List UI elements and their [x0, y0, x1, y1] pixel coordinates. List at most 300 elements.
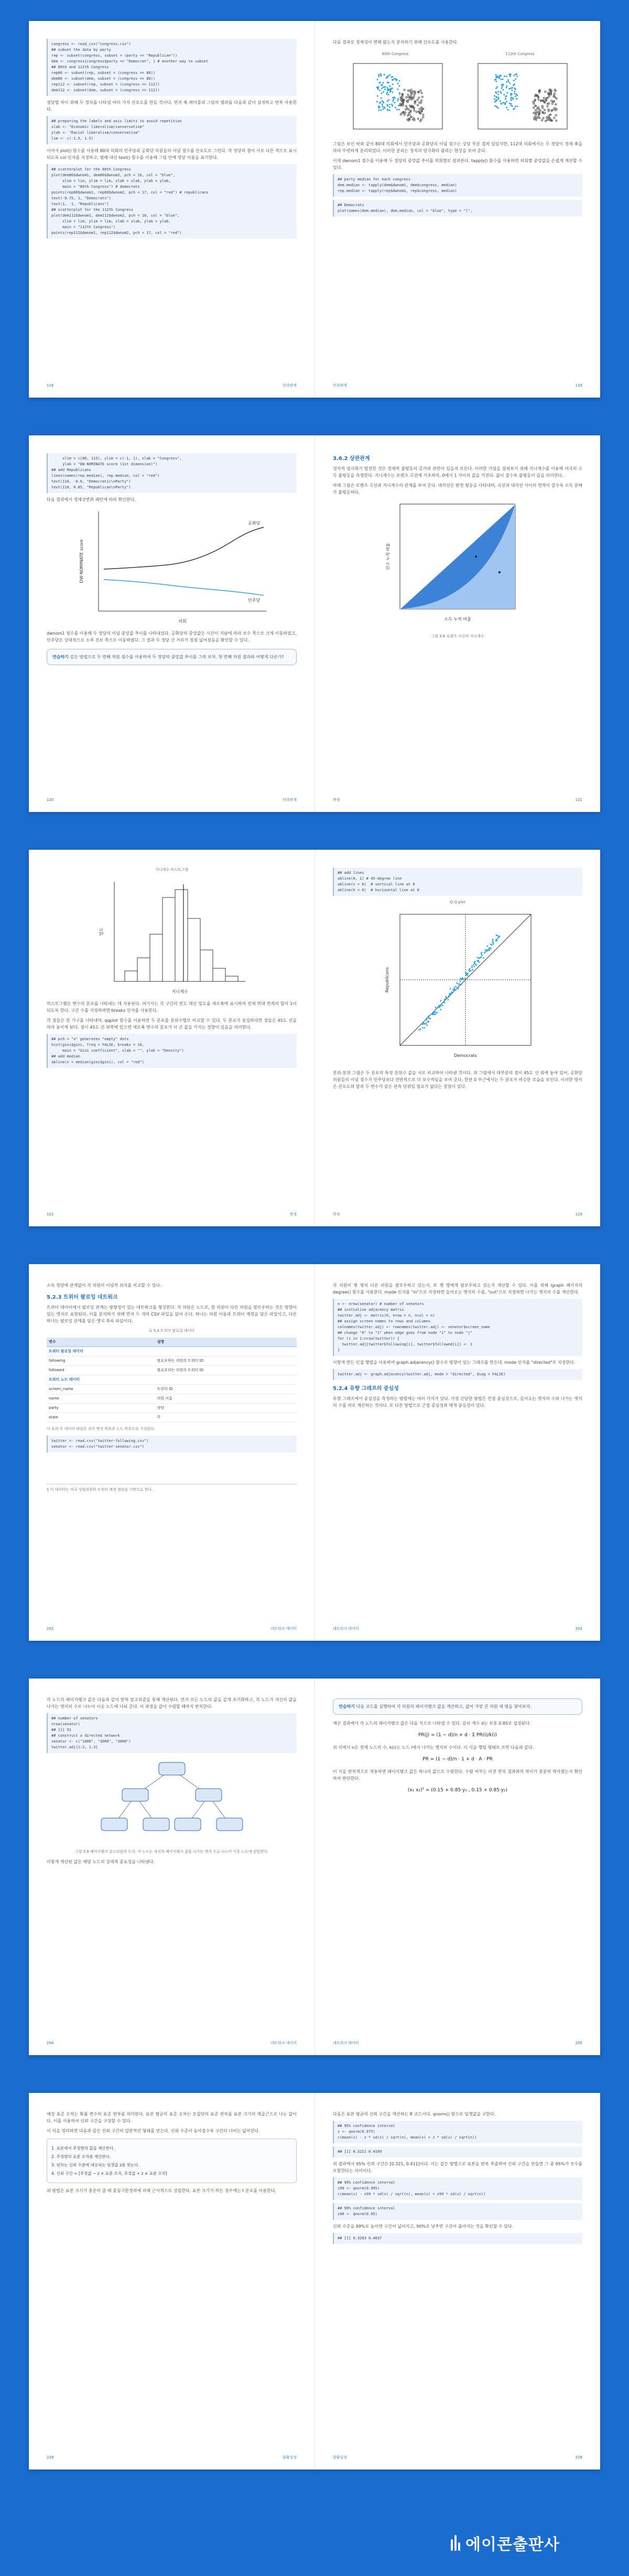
- y-axis-label: DW-NOMINATE score: [79, 539, 84, 583]
- data-point: [496, 97, 497, 98]
- page-footer: [47, 1211, 297, 1218]
- data-point: [461, 984, 462, 986]
- data-point: [396, 109, 398, 110]
- page-number: 228: [47, 2455, 54, 2460]
- page-footer: [333, 2040, 582, 2047]
- table-header: 설명: [155, 1338, 297, 1347]
- data-point: [438, 1005, 440, 1007]
- data-point: [392, 79, 394, 81]
- data-point: [390, 90, 392, 92]
- data-point: [472, 965, 473, 967]
- scatterplot-80th: [345, 49, 445, 137]
- page-122: [29, 850, 314, 1226]
- data-point: [555, 114, 557, 116]
- data-point: [508, 81, 509, 82]
- data-point: [383, 109, 384, 110]
- figure-title: Q-Q plot: [450, 900, 465, 904]
- table-cell: party: [47, 1404, 155, 1413]
- data-point: [412, 119, 414, 120]
- paragraph: 그림은 보인 바와 같이 80대 의회에서 민주당과 공화당의 이념 점수는 상당 부분 겹쳐 있었지만, 112대 의회에서는 두 정당이 경제 축을 따라 뚜렷하게 분리되었다. 이러한 분리는 정치의 양극화라 불리는 현상을 보여 준다.: [333, 142, 582, 153]
- data-point: [467, 975, 468, 976]
- data-point: [407, 119, 408, 120]
- data-point: [439, 1007, 440, 1008]
- data-point: [448, 995, 450, 997]
- data-point: [469, 968, 470, 970]
- paragraph: 다음 결과에서 정체성변화 패턴에 따라 확인한다.: [47, 497, 136, 502]
- page-footer: [47, 2454, 297, 2461]
- data-point: [409, 114, 410, 115]
- data-point: [497, 108, 499, 109]
- page-footer: [47, 382, 297, 389]
- data-point: [535, 105, 537, 106]
- page-number: 205: [575, 2041, 582, 2045]
- data-point: [556, 120, 557, 122]
- data-point: [378, 76, 379, 77]
- data-point: [405, 112, 406, 113]
- data-point: [498, 935, 500, 937]
- data-point: [509, 74, 511, 76]
- data-point: [510, 98, 512, 100]
- data-point: [516, 94, 517, 95]
- data-point: [451, 991, 452, 993]
- data-point: [388, 94, 389, 95]
- data-point: [551, 100, 552, 102]
- table-cell: state: [47, 1413, 155, 1423]
- data-point: [514, 83, 515, 85]
- data-point: [387, 105, 388, 107]
- data-point: [489, 949, 491, 951]
- data-point: [400, 114, 402, 115]
- exercise-text: 다음 코드를 실행하여 각 의원의 페이지랭크 값을 계산하고, 값이 가장 큰 의원 세 명을 찾아보자.: [356, 1704, 532, 1709]
- code-block: ## [1] 0.3211 0.4109: [333, 2146, 582, 2157]
- table-cell: following: [47, 1356, 155, 1366]
- paragraph: 위 식에서 n은 전체 노드의 수, k(i)는 노드 i에서 나가는 엣지의 수이다. 이 식을 행렬 형태로 쓰면 다음과 같다.: [333, 1745, 534, 1750]
- data-point: [378, 74, 379, 76]
- histogram-bar: [162, 897, 175, 981]
- data-point: [452, 989, 454, 991]
- data-point: [436, 1008, 437, 1010]
- table-cell: 트위터 노드 데이터: [47, 1375, 155, 1385]
- table-row: [47, 1394, 297, 1404]
- data-point: [400, 99, 402, 100]
- algorithm-step: 2. 추정량의 표준 오차를 계산한다.: [51, 2154, 111, 2159]
- page-number: 116: [47, 383, 54, 388]
- data-point: [512, 87, 513, 89]
- section-heading: 5.2.4 유향 그래프의 중심성: [333, 1386, 399, 1392]
- exercise-title: 연습하기: [52, 655, 69, 659]
- exercise-title: 연습하기: [339, 1704, 355, 1709]
- data-point: [497, 97, 499, 98]
- data-point: [410, 106, 411, 108]
- qq-plot: [379, 909, 536, 1066]
- data-point: [406, 97, 407, 98]
- algorithm-step: 4. 신뢰 구간 = [추정값 − z × 표준 오차, 추정값 + z × 표준 오차]: [51, 2171, 167, 2176]
- data-point: [543, 100, 544, 101]
- page-footer: [47, 1626, 297, 1632]
- paragraph: 위 결과에서 95% 신뢰 구간은 [0.321, 0.411]이다. 이는 같은 방법으로 표본을 반복 추출하여 신뢰 구간을 만들면 그 중 95%가 모수를 포함한다는 의미이다.: [333, 2162, 582, 2173]
- data-point: [548, 95, 550, 97]
- data-point: [422, 114, 424, 115]
- data-point: [548, 110, 549, 112]
- data-point: [382, 100, 383, 102]
- data-point: [383, 91, 384, 93]
- paragraph: dwnom1 점수를 이용해 두 정당의 이념 중앙값 추이를 나타내었다. 공화당의 중앙값은 시간이 지남에 따라 보수 쪽으로 크게 이동하였고, 민주당은 상대적으로 소폭 진보 쪽으로 이동하였다. 그 결과 두 정당 간 거리가 점점 넓어졌음을 확인할 수 있다.: [47, 631, 297, 643]
- page-spread-6: [29, 2093, 600, 2470]
- data-point: [545, 91, 546, 92]
- data-point: [483, 957, 484, 959]
- data-point: [445, 996, 447, 998]
- page-229: [314, 2093, 600, 2470]
- data-point: [397, 89, 398, 90]
- table-cell: 주: [155, 1413, 297, 1423]
- paragraph: 다음 결과로 정체성이 변해 왔는지 분석하기 위해 산포도를 사용한다.: [333, 40, 459, 45]
- data-point: [541, 105, 543, 107]
- paragraph: 각 노드의 페이지랭크 값은 다음과 같이 반복 알고리즘을 통해 계산된다. 먼저 모든 노드의 값을 같게 초기화하고, 각 노드가 자신의 값을 나가는 엣지의 수로 나누어 이웃 노드에 나눠 준다. 이 과정을 값이 수렴할 때까지 반복한다.: [47, 1697, 297, 1709]
- data-point: [459, 984, 461, 985]
- page-footer: [333, 1211, 582, 1218]
- data-point: [487, 945, 489, 947]
- data-point: [454, 989, 456, 991]
- code-block: ## 90% confidence interval z90 <- qnorm(0.95): [333, 2203, 582, 2220]
- data-point: [397, 100, 398, 101]
- data-point: [462, 979, 464, 980]
- chapter-title: 불확실성: [282, 2455, 297, 2460]
- data-point: [498, 78, 500, 79]
- data-point: [501, 103, 502, 105]
- data-point: [515, 95, 516, 97]
- scatterplot-112th: [470, 49, 570, 137]
- data-point: [549, 114, 551, 115]
- page-number: 229: [575, 2455, 582, 2460]
- data-point: [541, 120, 543, 121]
- data-point: [392, 100, 394, 102]
- data-point: [507, 109, 509, 111]
- data-point: [514, 88, 515, 89]
- data-point: [507, 79, 509, 81]
- data-point: [481, 955, 483, 956]
- table-caption: 표 5.4 트위터 팔로잉 데이터: [148, 1329, 195, 1333]
- data-point: [409, 96, 411, 98]
- data-point: [547, 105, 548, 107]
- x-axis-label: Democrats: [454, 1053, 477, 1058]
- data-point: [472, 969, 474, 970]
- data-point: [535, 110, 536, 111]
- table-row: [47, 1366, 297, 1375]
- data-point: [544, 112, 546, 114]
- page-number: 120: [47, 798, 54, 802]
- data-point: [497, 91, 499, 92]
- data-point: [398, 109, 400, 110]
- data-point: [509, 82, 511, 84]
- data-point: [536, 112, 537, 114]
- data-point: [423, 1022, 425, 1023]
- figure-title: 112th Congress: [505, 52, 535, 56]
- data-point: [386, 93, 387, 95]
- data-point: [405, 105, 407, 107]
- data-point: [411, 99, 413, 100]
- data-point: [506, 87, 507, 89]
- data-point: [479, 961, 480, 963]
- data-point: [420, 1029, 421, 1030]
- page-spread-4: [29, 1264, 600, 1641]
- data-point: [389, 106, 391, 108]
- data-point: [496, 106, 498, 108]
- data-point: [506, 101, 507, 102]
- data-point: [409, 98, 410, 100]
- data-point: [496, 77, 498, 78]
- paragraph: 아래 그림은 로렌츠 곡선과 지니계수의 관계를 보여 준다. 대각선은 완전 평등을 나타내며, 곡선과 대각선 사이의 면적이 클수록 소득 분배가 불평등하다.: [333, 483, 582, 495]
- data-point: [379, 106, 381, 108]
- chapter-title: 측정: [289, 1212, 297, 1216]
- page-footer: [333, 1626, 582, 1632]
- paragraph: 다음은 표본 평균의 신뢰 구간을 계산하는 R 코드이다. qnorm() 함수로 임곗값을 구한다.: [333, 2112, 496, 2117]
- page-spread-2: [29, 435, 600, 812]
- paragraph: 소속 정당에 관계없이 각 의원의 이념적 위치를 비교할 수 있다.: [47, 1283, 161, 1288]
- data-point: [391, 104, 393, 105]
- algorithm-step: 3. 원하는 신뢰 수준에 대응하는 임곗값 z를 찾는다.: [51, 2163, 139, 2167]
- histogram-bar: [225, 976, 238, 981]
- data-point: [436, 1012, 438, 1013]
- data-point: [395, 107, 396, 109]
- data-point: [387, 100, 388, 102]
- data-point: [503, 89, 504, 91]
- data-point: [535, 114, 537, 116]
- data-point: [539, 117, 540, 119]
- pagerank-diagram: [85, 1756, 258, 1845]
- data-point: [501, 92, 502, 94]
- data-point: [391, 88, 392, 89]
- data-point: [377, 88, 378, 89]
- data-point: [513, 80, 515, 81]
- table-cell: 트위터 ID: [155, 1385, 297, 1394]
- data-point: [421, 100, 422, 101]
- histogram-bar: [200, 950, 213, 981]
- table-cell: 트위터 팔로잉 데이터: [47, 1347, 155, 1356]
- data-point: [454, 987, 456, 989]
- republican-label: 공화당: [247, 521, 260, 526]
- data-point: [393, 99, 394, 100]
- data-point: [501, 79, 502, 80]
- data-point: [432, 1013, 434, 1015]
- table-row: [47, 1413, 297, 1423]
- data-point: [392, 83, 394, 85]
- paragraph: 유향 그래프에서 중심성을 측정하는 방법에는 여러 가지가 있다. 가장 간단한 방법은 연결 중심성으로, 들어오는 엣지의 수와 나가는 엣지의 수를 따로 계산하는 것이다. 또 다른 방법으로 근접 중심성과 매개 중심성이 있다.: [333, 1396, 582, 1408]
- data-point: [420, 90, 421, 91]
- figure-title: 80th Congress: [382, 52, 409, 56]
- data-point: [507, 92, 508, 93]
- data-point: [492, 939, 494, 940]
- data-point: [399, 93, 400, 95]
- data-point: [556, 98, 557, 99]
- data-point: [388, 90, 389, 91]
- data-point: [389, 74, 391, 76]
- figure-caption: 그림 3.6 로렌츠 곡선과 지니계수: [431, 634, 484, 638]
- data-point: [387, 110, 389, 111]
- data-point: [442, 1004, 443, 1006]
- data-point: [422, 1027, 424, 1029]
- paragraph: 각 의원이 몇 명의 다른 의원을 팔로우하고 있는지, 또 몇 명에게 팔로우되고 있는지 계산할 수 있다. 이를 위해 igraph 패키지의 degree() 함수를 사용한다. mode 인자를 "in"으로 지정하면 들어오는 엣지의 수를, "out"으로 지정하면 나가는 엣지의 수를 계산한다.: [333, 1283, 582, 1295]
- data-point: [414, 102, 416, 104]
- data-point: [440, 1000, 441, 1002]
- x-axis-label: 의회: [178, 619, 187, 624]
- paragraph: 신뢰 수준을 99%로 높이면 구간이 넓어지고, 90%로 낮추면 구간이 좁아지는 것을 확인할 수 있다.: [333, 2224, 514, 2229]
- data-point: [506, 81, 507, 83]
- page-number: 122: [47, 1212, 54, 1216]
- data-point: [421, 92, 422, 94]
- chapter-title: 네트워크 데이터: [270, 2041, 297, 2045]
- y-axis-label: Republicans: [385, 967, 389, 993]
- data-point: [381, 84, 382, 86]
- table-cell: screen_name: [47, 1385, 155, 1394]
- data-point: [426, 1022, 427, 1024]
- data-point: [411, 92, 413, 93]
- paragraph: 히스토그램은 변수의 분포를 나타내는 데 사용된다. 여기서는 각 구간의 빈도 대신 밀도를 세로축에 표시하여 전체 막대 면적의 합이 1이 되도록 한다. 구간 수를 지정하려면 breaks 인자를 사용한다.: [47, 1001, 297, 1013]
- table-cell: [155, 1375, 297, 1385]
- data-point: [388, 99, 389, 101]
- page-footer: [333, 2454, 582, 2461]
- data-point: [461, 978, 463, 980]
- algorithm-box: [47, 2139, 297, 2183]
- data-point: [420, 102, 422, 103]
- data-point: [458, 983, 459, 985]
- data-point: [479, 957, 481, 958]
- paragraph: 계산 결과에서 각 노드의 페이지랭크 값은 다음 식으로 나타낼 수 있다. 감쇠 계수 d는 보통 0.85로 설정된다.: [333, 1721, 531, 1726]
- data-point: [440, 1009, 441, 1010]
- paragraph: 이렇게 만든 인접 행렬을 이용하여 graph.adjacency() 함수로 방향이 있는 그래프를 만든다. mode 인자를 "directed"로 지정한다.: [333, 1360, 576, 1365]
- data-point: [553, 95, 555, 97]
- data-point: [460, 981, 461, 982]
- data-point: [509, 103, 511, 104]
- histogram-bar: [125, 971, 137, 981]
- code-block: ## 99% confidence interval z99 <- qnorm(0.995) c(mean(x) - z99 * sd(x) / sqrt(n), mean(x) + z99 * sd(x) / sqrt(n)): [333, 2177, 582, 2200]
- data-point: [493, 942, 494, 943]
- chapter-title: 네트워크 데이터: [333, 1627, 359, 1631]
- page-spread-1: [29, 21, 600, 398]
- data-point: [380, 110, 382, 111]
- data-point: [464, 978, 466, 980]
- code-block: ## add lines abline(0, 1) # 45-degree line abline(v = 0) # vertical line at 0 abline(h = 0) # horizontal line at 0: [333, 868, 582, 896]
- data-point: [484, 952, 485, 954]
- data-point: [386, 87, 388, 89]
- data-point: [536, 117, 538, 119]
- data-point: [546, 116, 548, 118]
- chapter-title: 인과관계: [282, 798, 297, 802]
- data-point: [542, 107, 544, 109]
- data-point: [413, 95, 415, 97]
- data-point: [397, 83, 399, 84]
- chapter-title: 인과관계: [333, 383, 348, 388]
- equation: PR = (1 − d)/n · 1 + d · A · PR: [422, 1757, 493, 1762]
- chapter-title: 인과관계: [282, 383, 297, 388]
- data-point: [554, 108, 555, 109]
- data-point: [418, 97, 420, 99]
- data-point: [455, 989, 457, 990]
- data-point: [387, 82, 389, 83]
- data-point: [496, 935, 497, 936]
- data-point: [533, 107, 535, 109]
- code-block: twitter <- read.csv("twitter-following.csv") senator <- read.csv("twitter-senator.csv"): [47, 1436, 297, 1452]
- data-point: [535, 95, 536, 97]
- data-point: [399, 85, 400, 87]
- data-point: [494, 105, 496, 107]
- data-point: [396, 80, 397, 81]
- data-point: [402, 103, 404, 104]
- data-point: [496, 86, 498, 88]
- data-point: [386, 76, 388, 78]
- data-point: [392, 105, 393, 106]
- publisher-name: 에이콘출판사: [465, 2536, 560, 2554]
- data-point: [458, 988, 459, 989]
- page-120: [29, 435, 314, 812]
- table-row: [47, 1375, 297, 1385]
- data-point: [417, 104, 419, 106]
- data-point: [440, 1005, 441, 1007]
- data-point: [382, 105, 383, 107]
- chapter-title: 불확실성: [333, 2455, 348, 2460]
- data-point: [393, 97, 395, 98]
- data-point: [503, 102, 505, 104]
- data-point: [489, 947, 491, 948]
- data-point: [394, 102, 395, 103]
- data-point: [476, 957, 478, 958]
- data-point: [513, 108, 514, 110]
- data-point: [376, 101, 378, 102]
- page-203: [314, 1264, 600, 1641]
- page-121: [314, 435, 600, 812]
- data-point: [485, 949, 486, 951]
- data-point: [426, 1018, 428, 1019]
- data-point: [516, 76, 518, 77]
- data-point: [470, 970, 472, 971]
- paragraph: 이어서 plot() 함수를 사용해 80대 의회의 민주당과 공화당 의원들의 이념 점수를 산포도로 그린다. 각 정당의 점이 서로 다른 색으로 표시되도록 col 인자를 지정하고, 범례 대신 text() 함수를 이용해 그림 안에 정당 이름을 표기한다.: [47, 148, 297, 160]
- data-point: [495, 92, 497, 94]
- data-point: [555, 109, 556, 111]
- paragraph: 위 방법은 표본 크기가 충분히 클 때 중심극한정리에 의해 근사적으로 성립한다. 표본 크기가 작은 경우에는 t 분포를 이용한다.: [47, 2188, 276, 2193]
- data-point: [408, 109, 409, 110]
- data-point: [506, 85, 508, 87]
- y-axis-label: 인구 누적 비율: [386, 543, 391, 570]
- page-228: [29, 2093, 314, 2470]
- data-point: [383, 106, 385, 108]
- page-number: 119: [575, 383, 582, 388]
- data-point: [554, 117, 555, 119]
- page-footer: [47, 797, 297, 804]
- data-point: [422, 1023, 424, 1025]
- data-point: [448, 999, 449, 1000]
- data-point: [511, 90, 513, 91]
- data-point: [433, 1012, 435, 1013]
- data-point: [379, 90, 381, 91]
- table-note: 이 표의 두 데이터 파일은 각각 엣지 목록과 노드 목록으로 구성된다.: [47, 1427, 156, 1431]
- data-point: [494, 98, 495, 100]
- data-point: [495, 100, 497, 101]
- paragraph: 정치적 양극화가 발전한 것은 경제적 불평등의 증가와 관련이 있을지 모른다. 이러한 가설을 살펴보기 위해 지니계수를 이용해 미국의 소득 불평등을 측정한다. 지니계수는 로렌츠 곡선에 기초하며, 0에서 1 사이의 값을 가진다. 값이 클수록 불평등이 큼을 의미한다.: [333, 466, 582, 478]
- line-chart: [72, 506, 272, 627]
- data-point: [410, 89, 412, 91]
- data-point: [389, 104, 391, 105]
- data-point: [444, 1002, 446, 1003]
- data-point: [428, 1021, 429, 1022]
- data-point: [495, 74, 497, 76]
- data-point: [414, 93, 415, 95]
- data-point: [444, 999, 446, 1000]
- democrat-label: 민주당: [247, 598, 260, 603]
- lorenz-curve-figure: [379, 499, 536, 630]
- data-point: [424, 1023, 425, 1025]
- page-204: [29, 1679, 314, 2055]
- page-number: 202: [47, 1627, 54, 1631]
- data-point: [419, 120, 421, 122]
